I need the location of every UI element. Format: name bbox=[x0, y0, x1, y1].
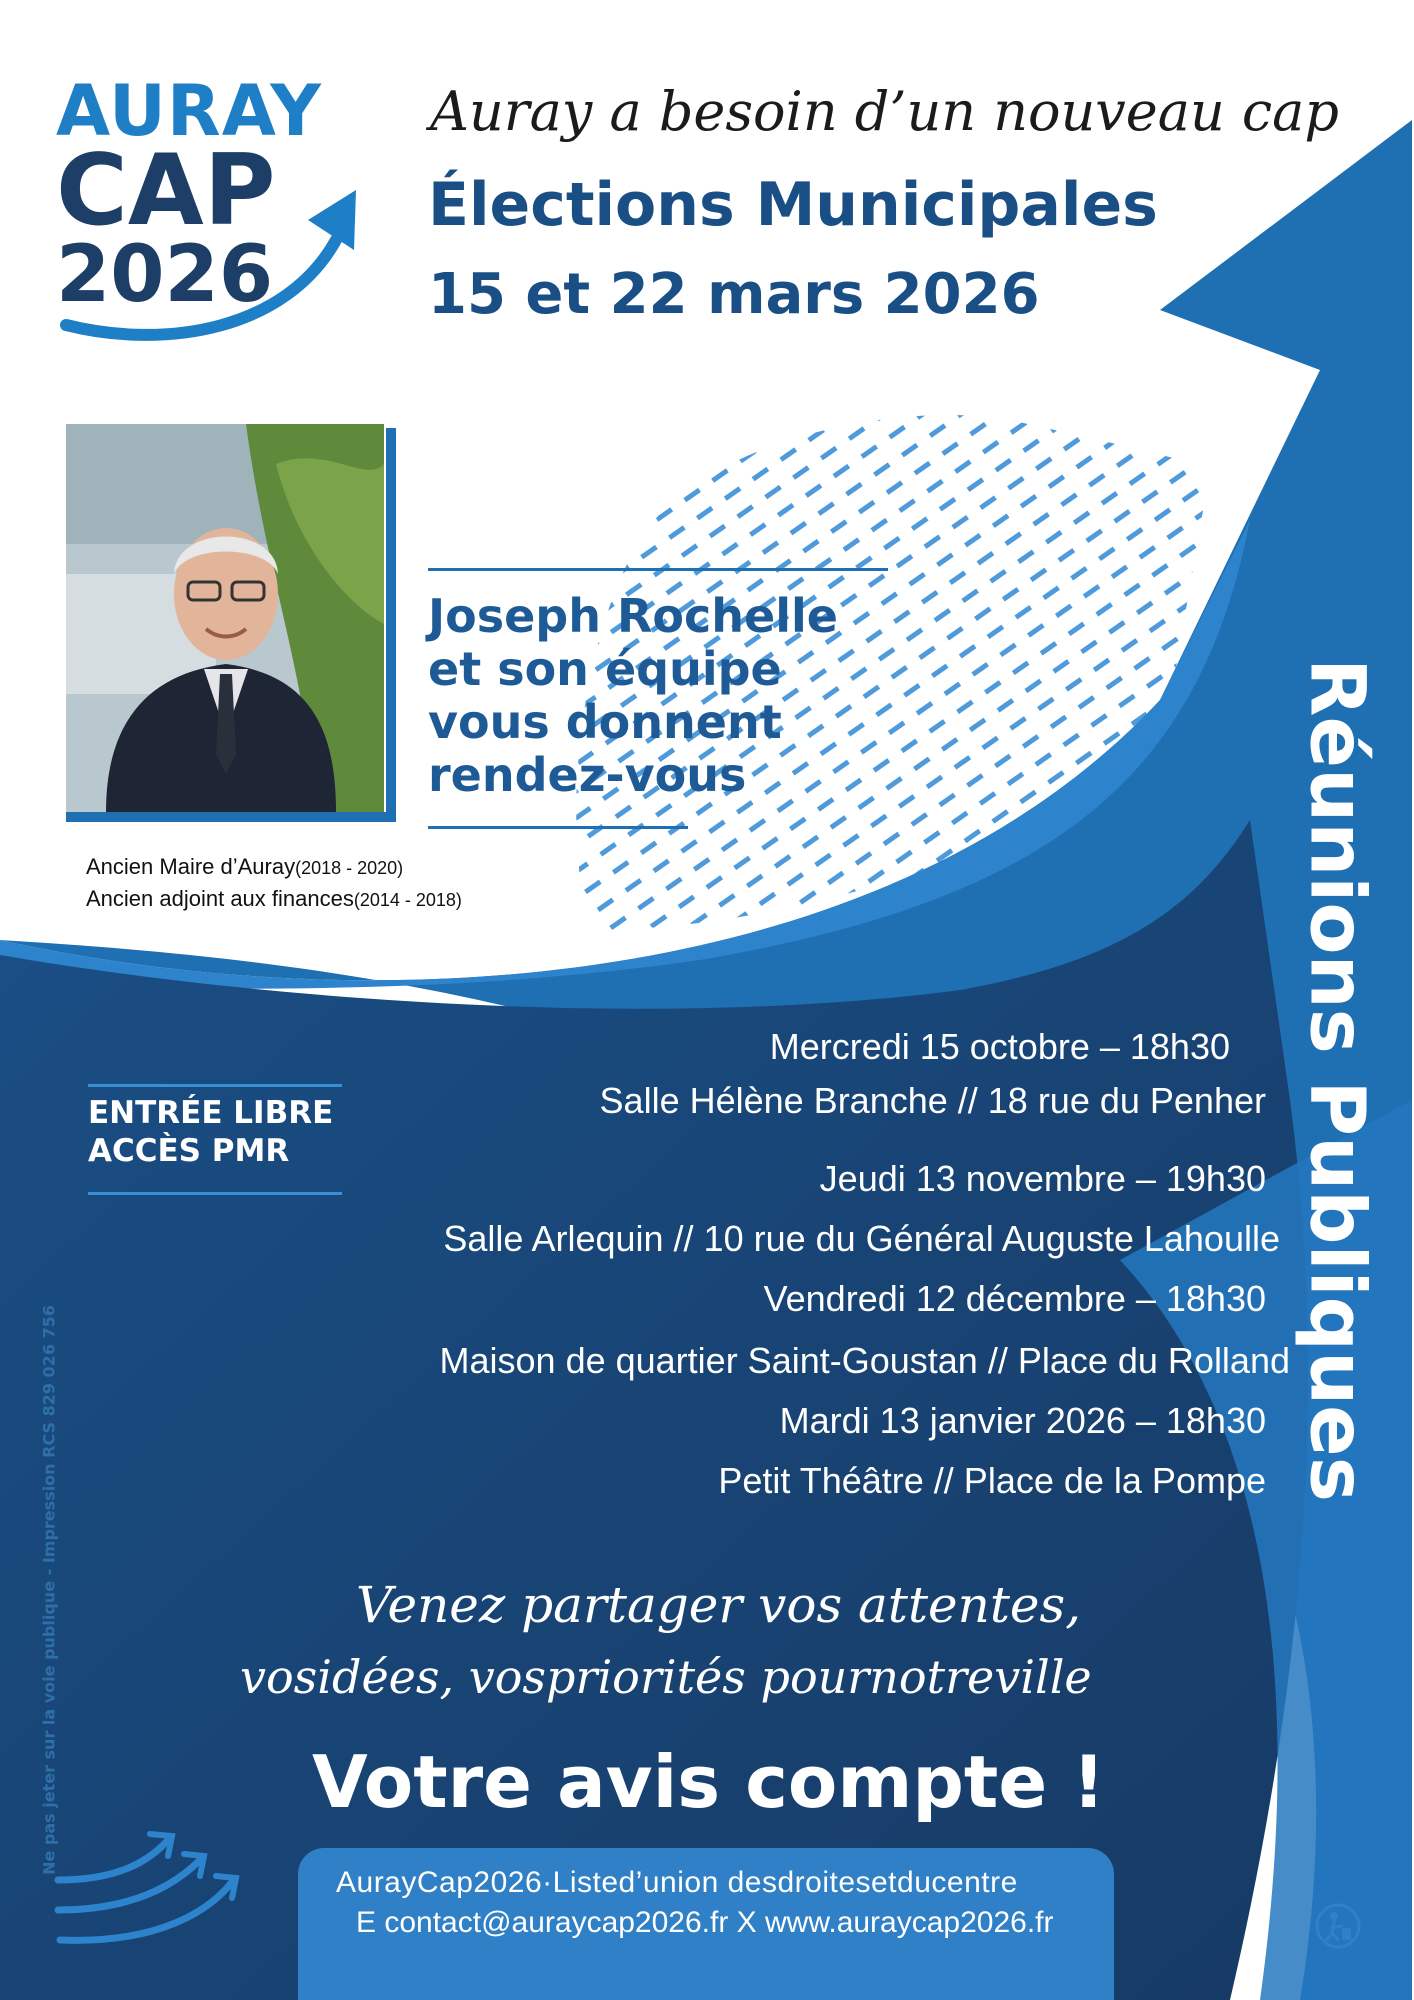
candidate-photo bbox=[66, 424, 384, 812]
divider-bottom bbox=[428, 826, 688, 829]
bio-years-1: (2018 - 2020) bbox=[295, 858, 404, 878]
candidate-line-3: vous donnent bbox=[428, 695, 782, 749]
vertical-title-text: Réunions Publiques bbox=[1293, 658, 1383, 1502]
legal-notice bbox=[34, 1300, 64, 1880]
candidate-line-1: Joseph Rochelle bbox=[428, 589, 838, 643]
meeting-4-place: Petit Théâtre // Place de la Pompe bbox=[718, 1460, 1266, 1501]
meeting-2-place: Salle Arlequin // 10 rue du Général Auguste Lahoulle bbox=[443, 1218, 1280, 1259]
logo-arrow-icon bbox=[56, 150, 376, 350]
logo-cap: CAP bbox=[56, 134, 276, 248]
candidate-line-2: et son équipe bbox=[428, 642, 782, 696]
access-info bbox=[88, 1094, 333, 1170]
footer-list-name: AurayCap2026·Listed’union desdroitesetducentre bbox=[336, 1866, 1018, 1899]
meeting-3-date: Vendredi 12 décembre – 18h30 bbox=[763, 1278, 1266, 1319]
legal-notice-text: Ne pas jeter sur la voie publique - Impression RCS 829 026 756 bbox=[39, 1305, 59, 1875]
page-title: Élections Municipales bbox=[428, 170, 1158, 240]
vertical-title bbox=[1258, 640, 1414, 1520]
candidate-line-4: rendez-vous bbox=[428, 748, 747, 802]
logo-year: 2026 bbox=[56, 230, 274, 320]
invite-line-1: Venez partager vos attentes, bbox=[356, 1576, 1082, 1634]
bio-line-2 bbox=[86, 886, 462, 912]
invite-line-2: vosidées, vospriorités pournotreville bbox=[240, 1650, 1092, 1704]
access-line-1: ENTRÉE LIBRE bbox=[88, 1095, 334, 1131]
meeting-4-date: Mardi 13 janvier 2026 – 18h30 bbox=[779, 1400, 1266, 1441]
divider-top bbox=[428, 568, 888, 571]
meeting-2-date: Jeudi 13 novembre – 19h30 bbox=[819, 1158, 1266, 1199]
footer-contact: E contact@auraycap2026.fr X www.auraycap2026.fr bbox=[356, 1906, 1054, 1939]
call-to-action: Votre avis compte ! bbox=[312, 1740, 1106, 1824]
bio-line-1 bbox=[86, 854, 403, 880]
bio-years-2: (2014 - 2018) bbox=[353, 890, 462, 910]
bio-role-2: Ancien adjoint aux finances bbox=[86, 886, 354, 911]
candidate-headline bbox=[428, 590, 838, 802]
access-line-2: ACCÈS PMR bbox=[88, 1133, 290, 1169]
recycle-icon bbox=[1314, 1902, 1362, 1950]
access-divider-bottom bbox=[88, 1192, 342, 1195]
meeting-3-place: Maison de quartier Saint-Goustan // Place du Rolland bbox=[439, 1340, 1290, 1381]
access-divider-top bbox=[88, 1084, 342, 1087]
bio-role-1: Ancien Maire d’Auray bbox=[86, 854, 296, 879]
election-dates: 15 et 22 mars 2026 bbox=[428, 262, 1040, 327]
meeting-1-place: Salle Hélène Branche // 18 rue du Penher bbox=[599, 1080, 1266, 1121]
meeting-1-date: Mercredi 15 octobre – 18h30 bbox=[769, 1026, 1230, 1067]
logo-auray: AURAY bbox=[56, 70, 322, 152]
slogan: Auray a besoin d’un nouveau cap bbox=[430, 80, 1339, 143]
